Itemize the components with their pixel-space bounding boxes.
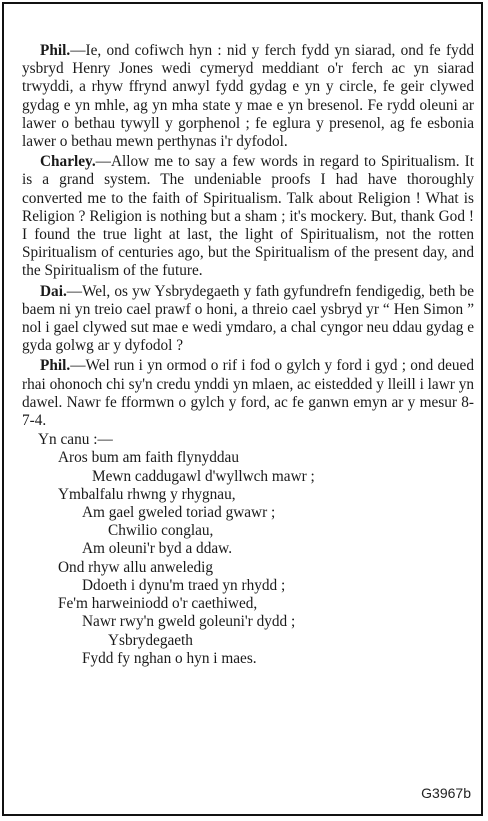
speaker-name: Dai. [40, 282, 67, 300]
dialogue-text: —Wel, os yw Ysbrydegaeth y fath gyfundrefn fendigedig, beth be baem ni yn treio cael prawf o honi, a threio cael ysbryd yr “ Hen Simon ” nol i gael clywed sut mae e wedi ymdaro, a chal cyngor neu ddau gydag e gyda golwg ar y dyfodol ? [22, 282, 474, 355]
verse-line: Ddoeth i dynu'm traed yn rhydd ; [82, 576, 286, 594]
verse-line: Mewn caddugawl d'wyllwch mawr ; [92, 467, 315, 485]
verse-line: Aros bum am faith flynyddau [58, 449, 239, 467]
dialogue-text: —Ie, ond cofiwch hyn : nid y ferch fydd yn siarad, ond fe fydd ysbryd Henry Jones wedi cymeryd meddiant o'r ferch ac yn siarad trwyddi, a rhyw ffrynd anwyl fydd gydag e yn y circle, fe geir clywed gydag e yn mhle, ag yn mha state y mae e yn bresenol. Fe rydd oleuni ar lawer o bethau tywyll y gorphenol ; fe eglura y presenol, ag fe esbonia lawer o bethau mewn perthynas i'r dyfodol. [22, 42, 474, 151]
speaker-name: Charley. [40, 153, 96, 171]
verse-line: Am oleuni'r byd a ddaw. [82, 540, 233, 558]
speaker-name: Phil. [40, 42, 71, 59]
verse-line: Fydd fy nghan o hyn i maes. [82, 649, 257, 667]
dialogue-paragraph-phil-2 [22, 357, 474, 430]
dialogue-paragraph-charley [22, 153, 474, 280]
clipping-text-column [22, 42, 474, 668]
verse-line: Nawr rwy'n gweld goleuni'r dydd ; [82, 613, 296, 631]
verse-line: Am gael gweled toriad gwawr ; [82, 504, 276, 522]
dialogue-paragraph-dai [22, 283, 474, 356]
newspaper-clipping [2, 2, 483, 816]
verse-line: Chwilio conglau, [108, 522, 214, 540]
hymn-verse [22, 449, 474, 667]
verse-line: Ymbalfalu rhwng y rhygnau, [58, 485, 236, 503]
verse-line: Fe'm harweiniodd o'r caethiwed, [58, 595, 258, 613]
dialogue-text: —Wel run i yn ormod o rif i fod o gylch y ford i gyd ; ond deued rhai ohonoch chi sy'n credu ynddi yn mlaen, ac eistedded y lleill i lawr yn dawel. Nawr fe fformwn o gylch y ford, ac fe ganwn emyn ar y mesur 8-7-4. [22, 357, 474, 430]
verse-line: Ysbrydegaeth [108, 631, 193, 649]
song-intro: Yn canu :— [38, 431, 113, 449]
catalog-number: G3967b [421, 784, 471, 801]
speaker-name: Phil. [40, 357, 71, 375]
dialogue-text: —Allow me to say a few words in regard to Spiritualism. It is a grand system. The undeniable proofs I had have thoroughly converted me to the faith of Spiritualism. Talk about Religion ! What is Religion ? Religion is nothing but a sham ; it's mockery. But, thank God ! I found the true light at last, the light of Spiritualism, not the rotten Spiritualism of centuries ago, but the Spiritualism of the present day, and the Spiritualism of the future. [22, 153, 474, 280]
verse-line: Ond rhyw allu anweledig [58, 558, 214, 576]
dialogue-paragraph-phil-1 [22, 42, 474, 151]
